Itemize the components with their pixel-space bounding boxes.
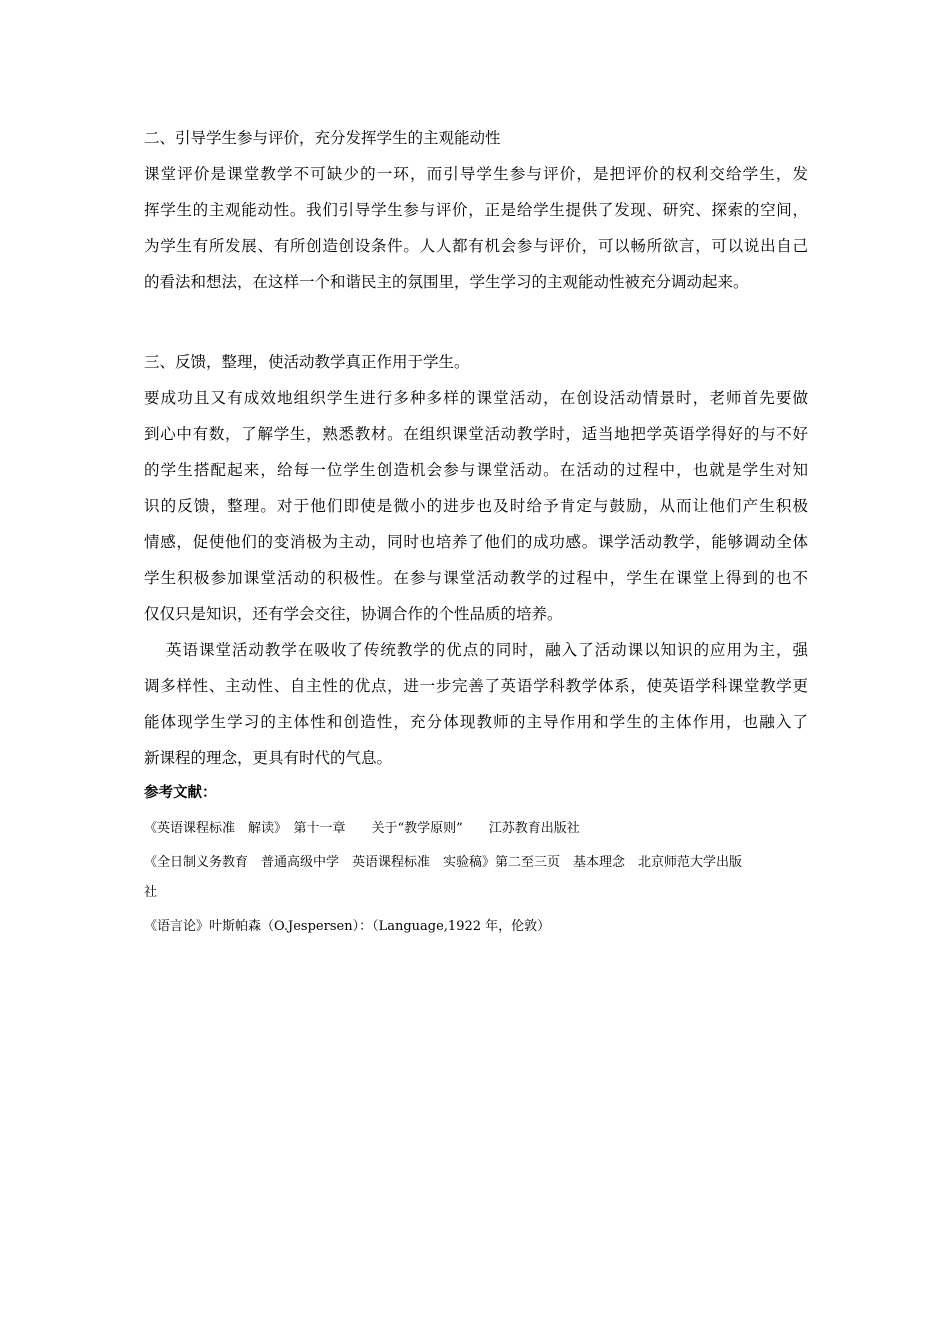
section-2-line: 为学生有所发展、有所创造创设条件。人人都有机会参与评价，可以畅所欲言，可以说出自己: [144, 237, 808, 255]
reference-item: 《英语课程标准 解读》 第十一章 关于“教学原则” 江苏教育出版社: [144, 821, 580, 836]
reference-item-continued: 社: [144, 885, 158, 900]
section-3-line: 新课程的理念，更具有时代的气息。: [144, 749, 393, 767]
section-3-line: 能体现学生学习的主体性和创造性，充分体现教师的主导作用和学生的主体作用，也融入了: [144, 713, 808, 731]
reference-item: 《语言论》叶斯帕森（O.Jespersen）：（Language,1922 年，伦敦）: [144, 919, 551, 934]
section-3-line: 英语课堂活动教学在吸收了传统教学的优点的同时，融入了活动课以知识的应用为主，强: [166, 641, 808, 659]
section-2-line: 的看法和想法，在这样一个和谐民主的氛围里，学生学习的主观能动性被充分调动起来。: [144, 273, 749, 291]
section-3-line: 学生积极参加课堂活动的积极性。在参与课堂活动教学的过程中，学生在课堂上得到的也不: [144, 569, 808, 587]
reference-item: 《全日制义务教育 普通高级中学 英语课程标准 实验稿》第二至三页 基本理念 北京师范大学出版: [144, 855, 743, 870]
document-page: [144, 120, 808, 946]
section-3-line: 调多样性、主动性、自主性的优点，进一步完善了英语学科教学体系，使英语学科课堂教学更: [144, 677, 808, 695]
section-2-heading: 二、引导学生参与评价，充分发挥学生的主观能动性: [144, 129, 501, 147]
references-heading: 参考文献：: [144, 785, 217, 801]
section-3-line: 的学生搭配起来，给每一位学生创造机会参与课堂活动。在活动的过程中，也就是学生对知: [144, 461, 808, 479]
section-3-line: 仅仅只是知识，还有学会交往，协调合作的个性品质的培养。: [144, 605, 563, 623]
section-2-line: 课堂评价是课堂教学不可缺少的一环，而引导学生参与评价，是把评价的权利交给学生，发: [144, 165, 808, 183]
section-3-line: 要成功且又有成效地组织学生进行多种多样的课堂活动，在创设活动情景时，老师首先要做: [144, 389, 808, 407]
section-3-line: 情感，促使他们的变消极为主动，同时也培养了他们的成功感。课学活动教学，能够调动全体: [144, 533, 808, 551]
section-spacer: [144, 300, 808, 344]
section-3-line: 识的反馈，整理。对于他们即使是微小的进步也及时给予肯定与鼓励，从而让他们产生积极: [144, 497, 808, 515]
section-2-line: 挥学生的主观能动性。我们引导学生参与评价，正是给学生提供了发现、研究、探索的空间，: [144, 201, 808, 219]
section-3-line: 到心中有数，了解学生，熟悉教材。在组织课堂活动教学时，适当地把学英语学得好的与不好: [144, 425, 808, 443]
section-3-heading: 三、反馈，整理，使活动教学真正作用于学生。: [144, 353, 470, 371]
